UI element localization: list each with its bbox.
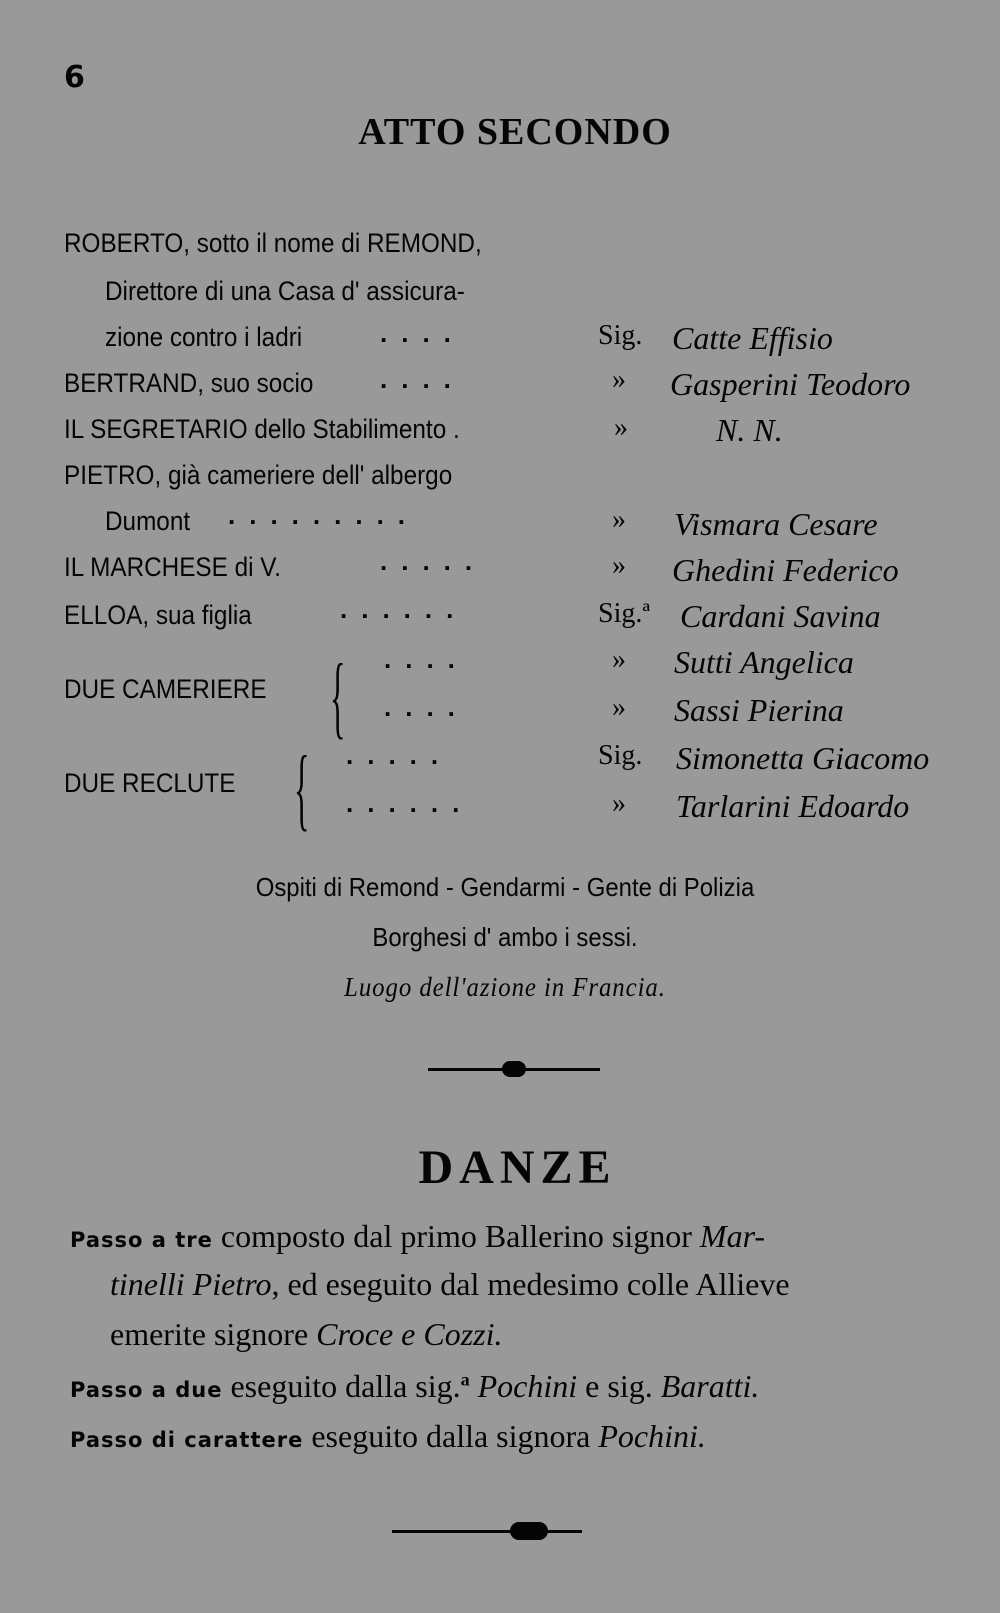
dance-text: eseguito dalla sig. [222, 1368, 461, 1404]
dance-text: , ed eseguito dal medesimo colle Allieve [271, 1266, 790, 1302]
leader-dots: ..... [346, 740, 453, 770]
ornament-knot-icon [502, 1061, 526, 1077]
dance-label: Passo a due [70, 1378, 223, 1402]
dance-sup: a [460, 1369, 470, 1390]
dance-name: Mar- [699, 1218, 766, 1254]
leader-dots: ...... [340, 594, 468, 624]
dance-entry [70, 1368, 759, 1405]
cast-mark: » [614, 412, 628, 443]
dance-text: eseguito dalla signora [303, 1418, 599, 1454]
group-brace: { [330, 645, 346, 747]
cast-actor: Vismara Cesare [674, 506, 878, 542]
cast-role-line: Direttore di una Casa d' assicura- [105, 276, 465, 306]
cast-mark: » [612, 692, 626, 723]
dance-label: Passo a tre [70, 1228, 213, 1252]
cast-mark: » [612, 788, 626, 819]
leader-dots: ......... [228, 500, 420, 530]
cast-mark: Sig. [598, 740, 643, 771]
cast-mark: Sig. [598, 320, 643, 351]
cast-role-line: IL SEGRETARIO dello Stabilimento . [64, 414, 460, 444]
dance-name: Croce e Cozzi. [316, 1316, 503, 1352]
extras-line: Ospiti di Remond - Gendarmi - Gente di Polizia [255, 872, 755, 902]
dance-name: tinelli Pietro [110, 1266, 272, 1302]
dance-entry [70, 1418, 706, 1455]
dance-entry-cont [110, 1266, 790, 1303]
cast-actor: Catte Effisio [672, 320, 833, 356]
cast-actor: Cardani Savina [680, 598, 881, 634]
extras-line: Borghesi d' ambo i sessi. [372, 922, 638, 952]
cast-mark: Sig.ª [598, 598, 651, 629]
cast-mark: » [612, 644, 626, 675]
ornament-divider [392, 1530, 582, 1533]
cast-actor: Gasperini Teodoro [670, 366, 911, 402]
dance-name: Baratti. [660, 1368, 760, 1404]
leader-dots: .... [380, 364, 465, 394]
dance-entry-cont [110, 1316, 503, 1353]
dance-text: composto dal primo Ballerino signor [212, 1218, 700, 1254]
cast-role-line: zione contro i ladri [105, 322, 303, 352]
group-brace: { [294, 737, 310, 839]
act-title: ATTO SECONDO [358, 111, 672, 153]
cast-role-line: IL MARCHESE di V. [64, 552, 281, 582]
cast-mark: » [612, 504, 626, 535]
ornament-knot-icon [510, 1522, 548, 1540]
cast-mark: » [612, 364, 626, 395]
dance-entry [70, 1218, 765, 1255]
leader-dots: ..... [380, 546, 487, 576]
dance-text: e sig. [577, 1368, 661, 1404]
dance-text: emerite signore [110, 1316, 317, 1352]
cast-actor: Ghedini Federico [672, 552, 899, 588]
cast-role-line: PIETRO, già cameriere dell' albergo [64, 460, 453, 490]
leader-dots: .... [384, 644, 469, 674]
dance-name: Pochini [469, 1368, 578, 1404]
group-label: DUE RECLUTE [64, 768, 236, 798]
cast-actor: N. N. [716, 412, 783, 448]
cast-mark: » [612, 550, 626, 581]
cast-role-line: ROBERTO, sotto il nome di REMOND, [64, 228, 482, 258]
cast-role-line: BERTRAND, suo socio [64, 368, 314, 398]
group-label: DUE CAMERIERE [64, 674, 267, 704]
cast-actor: Simonetta Giacomo [676, 740, 930, 776]
dance-label: Passo di carattere [70, 1428, 304, 1452]
place-line: Luogo dell'azione in Francia. [344, 972, 666, 1002]
leader-dots: ...... [346, 788, 474, 818]
page-number: 6 [64, 60, 85, 95]
dance-name: Pochini. [598, 1418, 706, 1454]
cast-actor: Sutti Angelica [674, 644, 854, 680]
cast-actor: Tarlarini Edoardo [676, 788, 910, 824]
cast-actor: Sassi Pierina [674, 692, 844, 728]
danze-title: DANZE [418, 1141, 617, 1194]
leader-dots: .... [384, 692, 469, 722]
cast-role-line: Dumont [105, 506, 191, 536]
leader-dots: .... [380, 318, 465, 348]
cast-role-line: ELLOA, sua figlia [64, 600, 252, 630]
